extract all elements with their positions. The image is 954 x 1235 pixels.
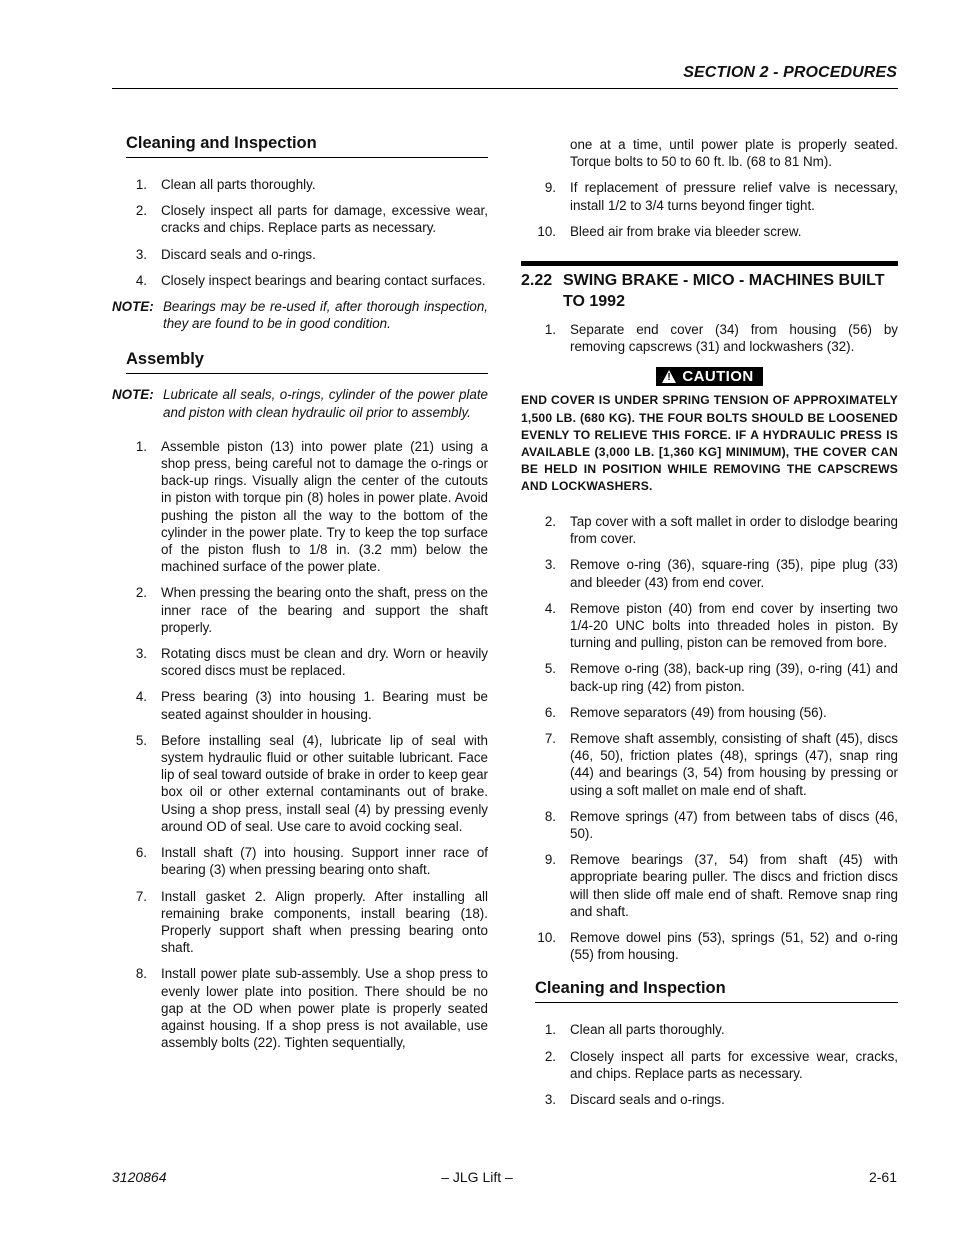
item-number: 10. (537, 223, 556, 239)
item-number: 10. (537, 930, 556, 946)
footer-page-number: 2-61 (868, 1169, 897, 1185)
item-text: Install power plate sub-assembly. Use a shop press to evenly lower plate into position. There should be no gap at the OD when power plate is properly seated against housing. If a shop press is not available, use assembly bolts (22). Tighten sequentially, (161, 966, 488, 1051)
item-text: Press bearing (3) into housing 1. Bearing must be seated against shoulder in housing. (161, 689, 488, 722)
list-item (112, 844, 488, 878)
item-text: Remove dowel pins (53), springs (51, 52) and o-ring (55) from housing. (570, 930, 898, 963)
list-item (112, 688, 488, 722)
list-item (112, 645, 488, 679)
item-number: 2. (544, 513, 556, 529)
list-item (112, 202, 488, 236)
section-heading (521, 261, 898, 312)
item-text: Install gasket 2. Align properly. After installing all remaining brake components, install bearing (18). Properly support shaft when pressing bearing onto shaft. (161, 888, 488, 956)
disassembly-list-start (521, 321, 898, 355)
list-item (521, 704, 898, 721)
item-number: 1. (544, 1022, 556, 1038)
item-number: 3. (544, 557, 556, 573)
item-text: Remove piston (40) from end cover by inserting two 1/4-20 UNC bolts into threaded holes in piston. By turning and pulling, piston can be removed from bore. (570, 600, 898, 651)
list-item (521, 600, 898, 652)
caution-badge (656, 367, 762, 386)
header-rule (112, 88, 898, 89)
item-number: 4. (135, 689, 147, 705)
note-text: Lubricate all seals, o-rings, cylinder of the power plate and piston with clean hydraulic oil prior to assembly. (163, 387, 488, 420)
list-item (112, 584, 488, 636)
list-item (112, 965, 488, 1051)
list-item (521, 179, 898, 213)
list-item (521, 1048, 898, 1082)
item-number: 7. (135, 888, 147, 904)
assembly-heading: Assembly (126, 350, 488, 374)
cleaning-inspection-heading-2: Cleaning and Inspection (535, 979, 898, 1003)
item-number: 9. (544, 852, 556, 868)
item-text: Remove springs (47) from between tabs of discs (46, 50). (570, 808, 898, 842)
left-column (112, 128, 488, 1060)
item-text: Clean all parts thoroughly. (570, 1022, 725, 1038)
item-number: 2. (135, 585, 147, 601)
item-number: 8. (544, 808, 556, 824)
item-number: 5. (135, 732, 147, 748)
item-text: Discard seals and o-rings. (570, 1092, 725, 1108)
item-number: 3. (544, 1092, 556, 1108)
list-item-continued (521, 136, 898, 170)
list-item (521, 223, 898, 240)
item-text: Remove o-ring (36), square-ring (35), pipe plug (33) and bleeder (43) from end cover. (570, 557, 898, 590)
list-item (521, 660, 898, 694)
item-number: 1. (544, 322, 556, 338)
list-item (521, 1021, 898, 1038)
item-text: Bleed air from brake via bleeder screw. (570, 223, 802, 239)
item-text: Clean all parts thoroughly. (161, 177, 316, 192)
note-label: NOTE: (112, 299, 154, 315)
item-text: Remove separators (49) from housing (56). (570, 704, 827, 720)
cleaning-list-2 (521, 1021, 898, 1108)
list-item (112, 176, 488, 193)
item-number: 6. (135, 845, 147, 861)
list-item (521, 808, 898, 842)
cleaning-inspection-heading: Cleaning and Inspection (126, 134, 488, 158)
section-number: 2.22 (521, 272, 553, 290)
item-text: one at a time, until power plate is properly seated. Torque bolts to 50 to 60 ft. lb. (68 to 81 Nm). (570, 137, 898, 170)
item-text: Closely inspect all parts for excessive wear, cracks, and chips. Replace parts as necessary. (570, 1048, 898, 1081)
item-text: If replacement of pressure relief valve is necessary, install 1/2 to 3/4 turns beyond finger tight. (570, 180, 898, 213)
list-item (521, 1091, 898, 1108)
item-number: 2. (135, 203, 147, 219)
item-number: 1. (135, 438, 147, 454)
list-item (521, 513, 898, 547)
section-header-title: SECTION 2 - PROCEDURES (683, 64, 897, 81)
assembly-list-continued (521, 136, 898, 240)
caution-label: CAUTION (682, 368, 754, 386)
item-text: When pressing the bearing onto the shaft, press on the inner race of the bearing and support the shaft properly. (161, 585, 488, 635)
item-number: 4. (544, 600, 556, 616)
lubricate-note (112, 386, 488, 420)
item-number: 5. (544, 661, 556, 677)
disassembly-list (521, 513, 898, 963)
note-label: NOTE: (112, 387, 154, 403)
list-item (521, 851, 898, 920)
item-text: Install shaft (7) into housing. Support inner race of bearing (3) when pressing bearing onto shaft. (161, 845, 488, 878)
item-text: Remove shaft assembly, consisting of shaft (45), discs (46, 50), friction plates (48), springs (47), snap ring (44) and bearings (3, 54) from housing by pressing or using a soft mallet on male end of shaft. (570, 731, 898, 798)
item-text: Closely inspect bearings and bearing contact surfaces. (161, 272, 486, 288)
list-item (112, 246, 488, 263)
list-item (112, 272, 488, 289)
caution-text: END COVER IS UNDER SPRING TENSION OF APPROXIMATELY 1,500 LB. (680 KG). THE FOUR BOLTS SHOULD BE LOOSENED EVENLY TO RELIEVE THIS FORCE. IF A HYDRAULIC PRESS IS AVAILABLE (3,000 LB. [1,360 KG] MINIMUM), THE COVER CAN BE HELD IN POSITION WHILE REMOVING THE CAPSCREWS AND LOCKWASHERS. (521, 393, 898, 493)
item-text: Separate end cover (34) from housing (56) by removing capscrews (31) and lockwashers (32). (570, 322, 898, 355)
item-number: 9. (544, 180, 556, 196)
item-text: Closely inspect all parts for damage, excessive wear, cracks and chips. Replace parts as necessary. (161, 203, 488, 236)
bearing-note (112, 298, 488, 332)
item-text: Rotating discs must be clean and dry. Worn or heavily scored discs must be replaced. (161, 646, 488, 679)
item-number: 8. (135, 966, 147, 982)
item-text: Remove o-ring (38), back-up ring (39), o-ring (41) and back-up ring (42) from piston. (570, 661, 898, 694)
item-text: Discard seals and o-rings. (161, 246, 316, 262)
note-text: Bearings may be re-used if, after thorough inspection, they are found to be in good condition. (163, 299, 488, 332)
item-text: Tap cover with a soft mallet in order to dislodge bearing from cover. (570, 513, 898, 547)
right-column (521, 136, 898, 1117)
item-number: 3. (135, 646, 147, 662)
list-item (521, 321, 898, 355)
section-title: SWING BRAKE - MICO - MACHINES BUILT TO 1992 (563, 272, 885, 311)
item-number: 6. (544, 704, 556, 720)
item-text: Before installing seal (4), lubricate lip of seal with system hydraulic fluid or other suitable lubricant. Face lip of seal toward outside of brake in order to keep gear box oil or other external contaminants out of brake. Using a shop press, install seal (4) by pressing evenly around OD of seal. Use care to avoid cocking seal. (161, 732, 488, 834)
list-item (521, 929, 898, 963)
footer-doc-number: 3120864 (112, 1169, 167, 1185)
list-item (112, 732, 488, 835)
cleaning-list (112, 176, 488, 289)
item-number: 1. (135, 177, 147, 192)
item-number: 2. (544, 1048, 556, 1064)
list-item (521, 730, 898, 799)
item-text: Assemble piston (13) into power plate (21) using a shop press, being careful not to damage the o-rings or back-up rings. Visually align the center of the cutouts in piston with torque pin (8) holes in power plate. Avoid pushing the piston all the way to the bottom of the cylinder in the power plate. Try to keep the top surface of the piston flush to 1/8 in. (3.2 mm) below the machined surface of the power plate. (161, 438, 488, 575)
list-item (112, 438, 488, 576)
assembly-list (112, 438, 488, 1052)
footer-center-text: – JLG Lift – (441, 1169, 513, 1185)
item-number: 4. (135, 272, 147, 288)
list-item (521, 556, 898, 590)
item-number: 3. (135, 246, 147, 262)
item-number: 7. (544, 731, 556, 747)
item-text: Remove bearings (37, 54) from shaft (45) with appropriate bearing puller. The discs and friction discs will then slide off male end of shaft. Remove snap ring and shaft. (570, 852, 898, 919)
warning-icon: ! (662, 370, 676, 383)
list-item (112, 888, 488, 957)
caution-banner (521, 367, 898, 388)
